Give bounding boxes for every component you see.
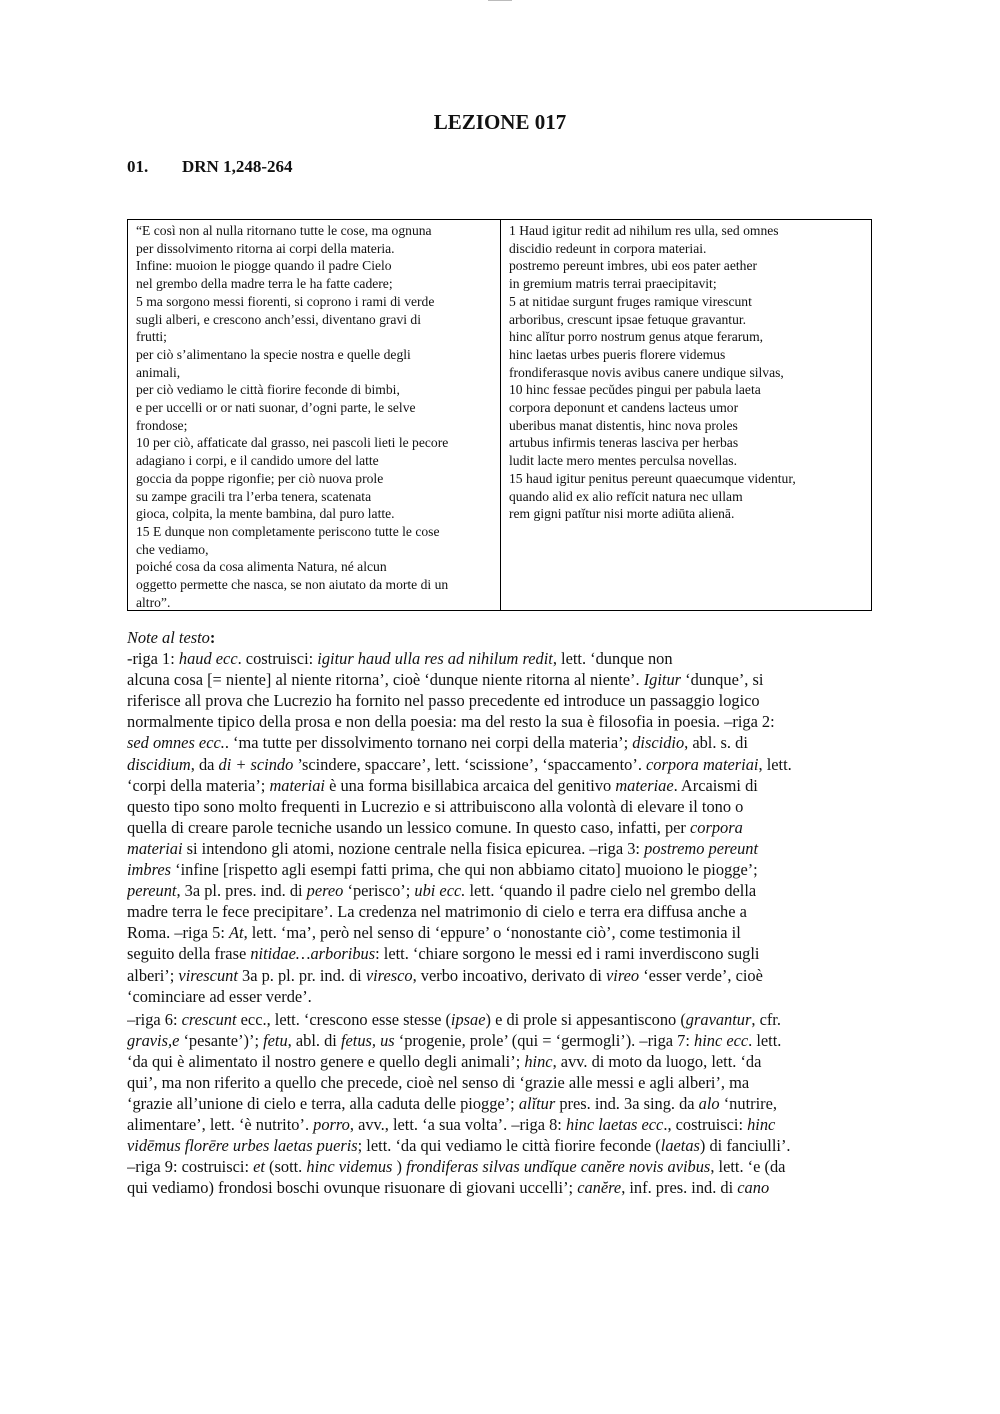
note-text: Roma. –riga 5: xyxy=(127,923,229,943)
note-line xyxy=(127,754,872,775)
note-line xyxy=(127,775,872,796)
note-latin-term: fetus, us xyxy=(340,1030,395,1050)
note-latin-term: materiae xyxy=(615,775,674,795)
note-text: quella di creare parole tecniche usando un lessico comune. In questo caso, infatti, per xyxy=(127,817,690,837)
page-title: LEZIONE 017 xyxy=(433,110,567,134)
note-text: ‘cominciare ad esser verde’. xyxy=(127,986,312,1006)
note-latin-term: fetu xyxy=(263,1030,288,1050)
note-text: , avv., lett. ‘a sua volta’. –riga 8: xyxy=(349,1115,566,1135)
note-latin-term: hinc xyxy=(524,1051,553,1071)
latin-verse-line: artubus infirmis teneras lasciva per herbas xyxy=(509,435,739,451)
note-text: –riga 9: costruisci: xyxy=(127,1157,254,1177)
italian-verse-line: Infine: muoion le piogge quando il padre Cielo xyxy=(136,258,392,274)
latin-verse-line: frondiferasque novis avibus canere undique silvas, xyxy=(509,364,784,380)
note-text: seguito della frase xyxy=(127,944,251,964)
italian-verse-line: su zampe gracili tra l’erba tenera, scatenata xyxy=(136,488,372,504)
note-latin-term: viresco xyxy=(365,965,413,985)
note-text: , cfr. xyxy=(751,1009,781,1029)
italian-verse-line: adagiano i corpi, e il candido umore del latte xyxy=(136,453,379,469)
note-text: , lett. xyxy=(758,754,792,774)
note-latin-term: At xyxy=(228,923,244,943)
note-latin-term: cano xyxy=(737,1178,770,1198)
note-line xyxy=(127,901,872,922)
note-text: alberi’; xyxy=(127,965,179,985)
note-line xyxy=(127,1051,872,1072)
note-line xyxy=(127,711,872,732)
italian-verse-line: goccia da poppe rigonfie; per ciò nuova prole xyxy=(136,470,384,486)
note-latin-term: laetas xyxy=(660,1136,700,1156)
note-text: ‘esser verde’, cioè xyxy=(639,965,763,985)
note-text: ‘dunque’, si xyxy=(681,670,764,690)
note-latin-term: hinc ecc xyxy=(694,1030,749,1050)
note-text: ‘infine [rispetto agli esempi fatti prima, che qui non abbiamo citato] muoiono le piogge’; xyxy=(171,860,758,880)
note-text: normalmente tipico della prosa e non della poesia: ma del resto la sua è filosofia in poesia. –riga 2: xyxy=(127,712,775,732)
note-line xyxy=(127,965,872,986)
note-latin-term: ipsae xyxy=(450,1009,486,1029)
translation-table xyxy=(127,219,872,611)
note-text: ‘grazie all’unione di cielo e terra, alla caduta delle piogge’; xyxy=(127,1094,519,1114)
latin-verse-line: ludit lacte mero mentes perculsa novellas. xyxy=(509,453,737,469)
latin-verse-line: rem gigni patĭtur nisi morte adiūta alienā. xyxy=(509,506,735,522)
note-latin-term: ubi ecc. xyxy=(414,881,466,901)
note-text: pres. ind. 3a sing. da xyxy=(555,1094,699,1114)
latin-verse-line: 5 at nitidae surgunt fruges ramique virescunt xyxy=(509,293,752,309)
note-text: , da xyxy=(190,754,219,774)
note-latin-term: gravis,e xyxy=(127,1030,180,1050)
note-text: ’scindere, spaccare’, lett. ‘scissione’, ‘spaccamento’. xyxy=(293,754,647,774)
note-text: , verbo incoativo, derivato di xyxy=(412,965,607,985)
note-text: , lett. ‘dunque non xyxy=(552,649,673,669)
italian-verse-line: sugli alberi, e crescono anch’essi, diventano gravi di xyxy=(136,311,421,327)
note-line xyxy=(127,1030,872,1051)
note-latin-term: nitidae…arboribus xyxy=(250,944,376,964)
note-text: alimentare’, lett. ‘è nutrito’. xyxy=(127,1115,314,1135)
italian-verse-line: altro”. xyxy=(136,594,171,610)
note-line xyxy=(127,922,872,943)
note-text: . Arcaismi di xyxy=(673,775,758,795)
note-text: , lett. ‘e (da xyxy=(710,1157,786,1177)
note-text: madre terra le fece precipitare’. La credenza nel matrimonio di cielo e terra era diffusa anche a xyxy=(127,902,747,922)
note-text: ‘perisco’; xyxy=(343,881,415,901)
italian-verse-line: nel grembo della madre terra le ha fatte cadere; xyxy=(136,276,393,292)
notes-section xyxy=(127,627,872,1199)
note-text: , lett. ‘ma’, però nel senso di ‘eppure’ o ‘nonostante ciò’, come testimonia il xyxy=(243,923,741,943)
latin-verse-line: uberibus manat distentis, hinc nova proles xyxy=(509,417,738,433)
italian-verse-line: 10 per ciò, affaticate dal grasso, nei pascoli lieti le pecore xyxy=(136,435,449,451)
note-latin-term: materiai xyxy=(269,775,325,795)
note-latin-term: alo xyxy=(698,1094,720,1114)
note-latin-term: pereo xyxy=(306,881,344,901)
italian-verse-line: per dissolvimento ritorna ai corpi della materia. xyxy=(136,240,395,256)
note-line xyxy=(127,817,872,838)
note-line xyxy=(127,859,872,880)
latin-verse-line: 10 hinc fessae pecŭdes pingui per pabula laeta xyxy=(509,382,761,398)
note-latin-term: hinc xyxy=(747,1115,776,1135)
note-line xyxy=(127,1114,872,1135)
italian-verse-line: animali, xyxy=(136,364,181,380)
notes-heading xyxy=(127,627,872,648)
note-text: (sott. xyxy=(264,1157,307,1177)
note-text: lett. ‘quando il padre cielo nel grembo della xyxy=(465,881,757,901)
note-text: , inf. pres. ind. di xyxy=(621,1178,738,1198)
note-latin-term: hinc laetas ecc xyxy=(565,1115,664,1135)
latin-text-column xyxy=(501,220,871,610)
italian-verse-line: gioca, colpita, la mente bambina, dal puro latte. xyxy=(136,506,395,522)
note-text: -riga 1: xyxy=(127,649,179,669)
note-latin-term: pereunt xyxy=(127,881,177,901)
note-latin-term: corpora xyxy=(690,817,743,837)
note-text: si intendono gli atomi, nozione centrale nella fisica epicurea. –riga 3: xyxy=(182,838,645,858)
note-text: : lett. ‘chiare sorgono le messi ed i rami inverdiscono sugli xyxy=(375,944,760,964)
note-text: ‘corpi della materia’; xyxy=(127,775,270,795)
latin-verse-line: hinc alĭtur porro nostrum genus atque ferarum, xyxy=(509,329,764,345)
note-line xyxy=(127,1135,872,1156)
note-text: ‘progenie, prole’ (qui = ‘germogli’). –riga 7: xyxy=(394,1030,694,1050)
note-line xyxy=(127,732,872,753)
note-line xyxy=(127,1072,872,1093)
note-text: questo tipo sono molto frequenti in Lucrezio e si attribuiscono alla volontà di elevare il tono o xyxy=(127,796,744,816)
note-latin-term: discidio xyxy=(632,733,685,753)
note-text: ‘nutrire, xyxy=(719,1094,777,1114)
note-latin-term: discidium xyxy=(127,754,191,774)
note-line xyxy=(127,1177,872,1198)
latin-verse-line: quando alid ex alio refĭcit natura nec ullam xyxy=(509,488,743,504)
italian-verse-line: frutti; xyxy=(136,329,167,345)
note-text: . ‘ma tutte per dissolvimento tornano nei corpi della materia’; xyxy=(224,733,633,753)
note-text: –riga 6: xyxy=(127,1009,182,1029)
note-text: ecc., lett. ‘crescono esse stesse ( xyxy=(236,1009,451,1029)
note-line xyxy=(127,943,872,964)
italian-verse-line: frondose; xyxy=(136,417,188,433)
latin-verse-line: hinc laetas urbes pueris florere videmus xyxy=(509,346,726,362)
note-text: è una forma bisillabica arcaica del genitivo xyxy=(324,775,616,795)
note-line xyxy=(127,1009,872,1030)
italian-verse-line: per ciò vediamo le città fiorire feconde di bimbi, xyxy=(136,382,400,398)
latin-verse-line: 15 haud igitur penitus pereunt quaecumque videntur, xyxy=(509,470,796,486)
note-text: , avv. di moto da luogo, lett. ‘da xyxy=(552,1051,762,1071)
italian-verse-line: per ciò s’alimentano la specie nostra e quelle degli xyxy=(136,346,411,362)
note-text: qui’, ma non riferito a quello che precede, cioè nel senso di ‘grazie alle messi e agli alberi’, ma xyxy=(127,1072,750,1092)
latin-verse-line: corpora deponunt et candens lacteus umor xyxy=(509,400,739,416)
note-latin-term: corpora materiai xyxy=(646,754,759,774)
note-text: . lett. xyxy=(748,1030,782,1050)
note-latin-term: vireo xyxy=(606,965,640,985)
note-text: ., costruisci: xyxy=(663,1115,748,1135)
italian-verse-line: “E così non al nulla ritornano tutte le cose, ma ognuna xyxy=(136,223,432,238)
note-latin-term: di + scindo xyxy=(218,754,294,774)
notes-heading-label: Note al testo xyxy=(127,628,210,647)
note-latin-term: et xyxy=(253,1157,265,1177)
header-mark xyxy=(488,0,512,5)
note-text: riferisce all prova che Lucrezio ha fornito nel passo precedente ed introduce un passaggio logico xyxy=(127,691,760,711)
note-latin-term: postremo pereunt xyxy=(644,838,759,858)
italian-verse-line: poiché cosa da cosa alimenta Natura, né alcun xyxy=(136,559,387,575)
note-line xyxy=(127,796,872,817)
note-text: . costruisci: xyxy=(237,649,318,669)
latin-verse-line: arboribus, crescunt ipsae fetuque gravantur. xyxy=(509,311,747,327)
note-text: 3a p. pl. pr. ind. di xyxy=(237,965,366,985)
italian-verse-line: 5 ma sorgono messi fiorenti, si coprono i rami di verde xyxy=(136,293,435,309)
note-latin-term: crescunt xyxy=(181,1009,237,1029)
note-line xyxy=(127,1156,872,1177)
note-latin-term: porro xyxy=(313,1115,350,1135)
section-number: 01. xyxy=(127,157,149,176)
notes-heading-colon: : xyxy=(209,628,216,647)
note-latin-term: sed omnes ecc. xyxy=(127,733,225,753)
note-text: alcuna cosa [= niente] al niente ritorna’, cioè ‘dunque niente ritorna al niente’. xyxy=(127,670,644,690)
note-line xyxy=(127,1093,872,1114)
note-latin-term: canĕre xyxy=(577,1178,622,1198)
note-latin-term: gravantur xyxy=(685,1009,752,1029)
note-text: ) di fanciulli’. xyxy=(699,1136,791,1156)
note-latin-term: virescunt xyxy=(178,965,238,985)
note-line xyxy=(127,648,872,669)
latin-verse-line: discidio redeunt in corpora materiai. xyxy=(509,240,707,256)
note-latin-term: imbres xyxy=(127,860,172,880)
italian-verse-line: che vediamo, xyxy=(136,541,209,557)
note-latin-term: vidēmus florēre urbes laetas pueris xyxy=(127,1136,358,1156)
note-line xyxy=(127,986,872,1007)
italian-translation-column xyxy=(128,220,501,610)
latin-verse-line: postremo pereunt imbres, ubi eos pater aether xyxy=(509,258,757,274)
note-text: ‘pesante’)’; xyxy=(179,1030,264,1050)
latin-verse-line: in gremium matris terrai praecipitavit; xyxy=(509,276,717,292)
section-heading xyxy=(127,157,293,177)
note-latin-term: igitur haud ulla res ad nihilum redit xyxy=(317,649,553,669)
note-text: ) e di prole si appesantiscono ( xyxy=(485,1009,686,1029)
note-latin-term: alĭtur xyxy=(518,1094,556,1114)
latin-verse-line: 1 Haud igitur redit ad nihilum res ulla, sed omnes xyxy=(509,223,779,238)
note-latin-term: Igitur xyxy=(643,670,682,690)
note-text: ‘da qui è alimentato il nostro genere e quello degli animali’; xyxy=(127,1051,525,1071)
note-line xyxy=(127,690,872,711)
italian-verse-line: 15 E dunque non completamente periscono tutte le cose xyxy=(136,523,440,539)
note-latin-term: hinc videmus xyxy=(306,1157,393,1177)
italian-verse-line: oggetto permette che nasca, se non aiutato da morte di un xyxy=(136,577,449,593)
section-title: DRN 1,248-264 xyxy=(182,157,293,176)
note-text: ) xyxy=(392,1157,407,1177)
note-line xyxy=(127,669,872,690)
note-text: qui vediamo) frondosi boschi ovunque risuonare di giovani uccelli’; xyxy=(127,1178,578,1198)
note-text: ; lett. ‘da qui vediamo le città fiorire feconde ( xyxy=(357,1136,661,1156)
note-latin-term: materiai xyxy=(127,838,183,858)
note-line xyxy=(127,838,872,859)
note-line xyxy=(127,880,872,901)
note-text: , abl. di xyxy=(287,1030,341,1050)
italian-verse-line: e per uccelli or or nati suonar, d’ogni parte, le selve xyxy=(136,400,416,416)
note-text: , abl. s. di xyxy=(684,733,748,753)
note-latin-term: frondiferas silvas undĭque canĕre novis avibus xyxy=(406,1157,711,1177)
note-text: , 3a pl. pres. ind. di xyxy=(176,881,307,901)
note-latin-term: haud ecc xyxy=(178,649,238,669)
